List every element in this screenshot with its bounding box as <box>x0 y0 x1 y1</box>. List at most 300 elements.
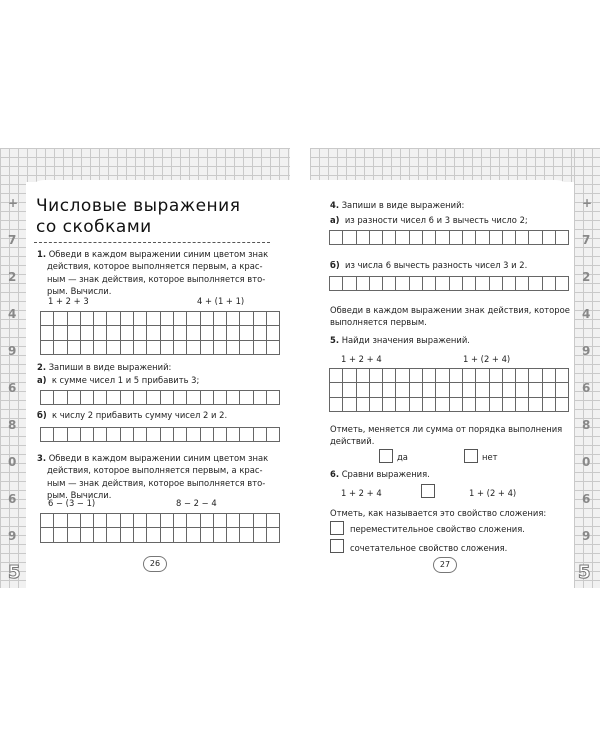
grid-cell[interactable] <box>462 383 475 397</box>
grid-cell[interactable] <box>462 231 475 245</box>
grid-cell[interactable] <box>436 383 449 397</box>
grid-cell[interactable] <box>369 231 382 245</box>
grid-cell[interactable] <box>54 340 67 354</box>
grid-cell[interactable] <box>200 428 213 442</box>
side-digit: 9 <box>8 344 17 358</box>
grid-cell[interactable] <box>213 428 226 442</box>
grid-cell[interactable] <box>80 514 93 528</box>
answer-grid[interactable] <box>329 368 569 412</box>
grid-cell[interactable] <box>542 231 555 245</box>
grid-cell[interactable] <box>80 340 93 354</box>
grid-cell[interactable] <box>502 397 515 411</box>
task-1-line-4: рым. Вычисли. <box>47 285 112 296</box>
grid-cell[interactable] <box>80 326 93 340</box>
grid-cell[interactable] <box>449 383 462 397</box>
grid-cell[interactable] <box>67 340 80 354</box>
corner-number-right: 5 <box>578 562 591 583</box>
task-6-question: Отметь, как называется это свойство сложения: <box>330 508 547 518</box>
side-digit: 4 <box>8 307 17 321</box>
grid-cell[interactable] <box>120 326 133 340</box>
task-4b-text: из числа 6 вычесть разность чисел 3 и 2. <box>345 260 528 270</box>
grid-cell[interactable] <box>200 340 213 354</box>
grid-cell[interactable] <box>267 528 280 542</box>
grid-cell[interactable] <box>54 514 67 528</box>
grid-cell[interactable] <box>173 514 186 528</box>
title-line-2: со скобками <box>36 217 152 237</box>
grid-cell[interactable] <box>436 369 449 383</box>
side-digit: 9 <box>582 529 591 543</box>
checkbox-no[interactable] <box>464 449 478 463</box>
grid-cell[interactable] <box>489 397 502 411</box>
grid-cell[interactable] <box>240 514 253 528</box>
grid-cell[interactable] <box>556 277 569 291</box>
grid-cell[interactable] <box>67 312 80 326</box>
graph-paper-side <box>574 148 600 588</box>
grid-cell[interactable] <box>80 312 93 326</box>
grid-cell[interactable] <box>423 369 436 383</box>
grid-cell[interactable] <box>267 340 280 354</box>
grid-cell[interactable] <box>556 397 569 411</box>
grid-cell[interactable] <box>160 391 173 405</box>
grid-cell[interactable] <box>267 312 280 326</box>
grid-cell[interactable] <box>267 326 280 340</box>
page-title <box>36 196 240 238</box>
grid-cell[interactable] <box>147 326 160 340</box>
task-5-label: Найди значения выражений. <box>341 335 470 345</box>
grid-cell[interactable] <box>240 312 253 326</box>
grid-cell[interactable] <box>147 428 160 442</box>
grid-cell[interactable] <box>516 397 529 411</box>
grid-cell[interactable] <box>120 312 133 326</box>
side-digit: 0 <box>8 455 17 469</box>
task-2-label: Запиши в виде выражений: <box>48 362 172 372</box>
grid-cell[interactable] <box>94 340 107 354</box>
task-4a <box>330 214 528 226</box>
grid-cell[interactable] <box>227 312 240 326</box>
grid-cell[interactable] <box>240 428 253 442</box>
grid-cell[interactable] <box>423 231 436 245</box>
grid-cell[interactable] <box>227 326 240 340</box>
grid-cell[interactable] <box>160 514 173 528</box>
task-2b <box>37 409 227 421</box>
grid-cell[interactable] <box>449 231 462 245</box>
grid-cell[interactable] <box>200 528 213 542</box>
grid-cell[interactable] <box>343 369 356 383</box>
grid-cell[interactable] <box>134 391 147 405</box>
grid-cell[interactable] <box>343 383 356 397</box>
task-3-line-1: Обведи в каждом выражении синим цветом знак <box>48 453 269 463</box>
grid-cell[interactable] <box>160 312 173 326</box>
task-5-number: 5. <box>330 335 340 345</box>
grid-cell[interactable] <box>396 277 409 291</box>
grid-cell[interactable] <box>369 277 382 291</box>
grid-cell[interactable] <box>356 231 369 245</box>
grid-cell[interactable] <box>423 383 436 397</box>
grid-cell[interactable] <box>187 340 200 354</box>
grid-cell[interactable] <box>147 340 160 354</box>
checkbox-option-2[interactable] <box>330 539 344 553</box>
task-2-number: 2. <box>37 362 47 372</box>
grid-cell[interactable] <box>476 369 489 383</box>
task-5-text <box>330 334 470 346</box>
task-2a-label: а) <box>37 375 47 385</box>
grid-cell[interactable] <box>240 340 253 354</box>
answer-grid[interactable] <box>40 311 280 355</box>
side-digit: 6 <box>8 492 17 506</box>
grid-cell[interactable] <box>556 369 569 383</box>
grid-cell[interactable] <box>476 277 489 291</box>
grid-cell[interactable] <box>502 231 515 245</box>
grid-cell[interactable] <box>253 326 266 340</box>
grid-cell[interactable] <box>41 514 54 528</box>
grid-cell[interactable] <box>253 514 266 528</box>
grid-cell[interactable] <box>120 340 133 354</box>
grid-cell[interactable] <box>253 428 266 442</box>
grid-cell[interactable] <box>529 369 542 383</box>
grid-cell[interactable] <box>356 397 369 411</box>
grid-cell[interactable] <box>240 391 253 405</box>
grid-cell[interactable] <box>516 277 529 291</box>
grid-cell[interactable] <box>173 326 186 340</box>
task-2b-text: к числу 2 прибавить сумму чисел 2 и 2. <box>52 410 228 420</box>
grid-cell[interactable] <box>94 528 107 542</box>
task-6-label: Сравни выражения. <box>341 469 430 479</box>
grid-cell[interactable] <box>330 231 343 245</box>
task-3-expression-b: 8 − 2 − 4 <box>176 498 217 508</box>
task-3-line-4: рым. Вычисли. <box>47 489 112 500</box>
grid-cell[interactable] <box>462 397 475 411</box>
grid-cell[interactable] <box>213 312 226 326</box>
title-underline <box>34 242 270 243</box>
grid-cell[interactable] <box>253 391 266 405</box>
task-4b-label: б) <box>330 260 340 270</box>
comparison-box[interactable] <box>421 484 435 498</box>
grid-cell[interactable] <box>187 428 200 442</box>
grid-cell[interactable] <box>54 428 67 442</box>
grid-cell[interactable] <box>147 528 160 542</box>
grid-cell[interactable] <box>94 514 107 528</box>
grid-cell[interactable] <box>187 528 200 542</box>
grid-cell[interactable] <box>213 340 226 354</box>
grid-cell[interactable] <box>213 391 226 405</box>
grid-cell[interactable] <box>54 312 67 326</box>
grid-cell[interactable] <box>67 428 80 442</box>
task-4-note-line-2: выполняется первым. <box>330 317 427 328</box>
task-1-line-2: действия, которое выполняется первым, а крас- <box>47 261 263 272</box>
grid-cell[interactable] <box>160 340 173 354</box>
grid-cell[interactable] <box>330 397 343 411</box>
grid-cell[interactable] <box>267 391 280 405</box>
grid-cell[interactable] <box>330 383 343 397</box>
grid-cell[interactable] <box>489 369 502 383</box>
grid-cell[interactable] <box>41 528 54 542</box>
grid-cell[interactable] <box>476 397 489 411</box>
grid-cell[interactable] <box>462 277 475 291</box>
task-4-note <box>330 304 570 329</box>
grid-cell[interactable] <box>94 391 107 405</box>
grid-cell[interactable] <box>54 326 67 340</box>
grid-cell[interactable] <box>489 231 502 245</box>
grid-cell[interactable] <box>516 369 529 383</box>
grid-cell[interactable] <box>107 428 120 442</box>
side-digit: + <box>582 196 593 210</box>
grid-cell[interactable] <box>556 231 569 245</box>
grid-cell[interactable] <box>200 514 213 528</box>
grid-cell[interactable] <box>356 383 369 397</box>
grid-cell[interactable] <box>54 391 67 405</box>
grid-cell[interactable] <box>134 326 147 340</box>
task-6-expression-a: 1 + 2 + 4 <box>341 488 382 498</box>
task-5-expression-b: 1 + (2 + 4) <box>463 354 511 364</box>
side-digit: 6 <box>582 381 591 395</box>
grid-cell[interactable] <box>489 277 502 291</box>
graph-paper-side <box>0 148 26 588</box>
title-line-1: Числовые выражения <box>36 196 241 216</box>
grid-cell[interactable] <box>160 528 173 542</box>
grid-cell[interactable] <box>240 326 253 340</box>
grid-cell[interactable] <box>94 428 107 442</box>
corner-number-left: 5 <box>8 562 21 583</box>
task-5-question-line-1: Отметь, меняется ли сумма от порядка выполнения <box>330 424 563 434</box>
task-1-number: 1. <box>37 249 47 259</box>
grid-cell[interactable] <box>134 340 147 354</box>
grid-cell[interactable] <box>147 312 160 326</box>
grid-cell[interactable] <box>213 326 226 340</box>
grid-cell[interactable] <box>227 340 240 354</box>
grid-cell[interactable] <box>134 528 147 542</box>
side-digit: 9 <box>8 529 17 543</box>
grid-cell[interactable] <box>356 277 369 291</box>
grid-cell[interactable] <box>330 277 343 291</box>
grid-cell[interactable] <box>502 277 515 291</box>
grid-cell[interactable] <box>187 514 200 528</box>
grid-cell[interactable] <box>383 383 396 397</box>
side-digit: 2 <box>582 270 591 284</box>
grid-cell[interactable] <box>476 231 489 245</box>
grid-cell[interactable] <box>173 391 186 405</box>
grid-cell[interactable] <box>227 428 240 442</box>
grid-cell[interactable] <box>529 231 542 245</box>
grid-cell[interactable] <box>476 383 489 397</box>
task-3-line-3: ным — знак действия, которое выполняется вто- <box>47 477 266 488</box>
side-digit: 8 <box>8 418 17 432</box>
grid-cell[interactable] <box>267 514 280 528</box>
grid-cell[interactable] <box>187 391 200 405</box>
grid-cell[interactable] <box>160 326 173 340</box>
answer-grid[interactable] <box>329 276 569 291</box>
grid-cell[interactable] <box>227 391 240 405</box>
grid-cell[interactable] <box>200 312 213 326</box>
grid-cell[interactable] <box>213 528 226 542</box>
task-3-line-2: действия, которое выполняется первым, а крас- <box>47 465 263 476</box>
task-1-text <box>37 248 269 297</box>
grid-cell[interactable] <box>423 277 436 291</box>
grid-cell[interactable] <box>409 397 422 411</box>
grid-cell[interactable] <box>462 369 475 383</box>
grid-cell[interactable] <box>436 231 449 245</box>
grid-cell[interactable] <box>369 383 382 397</box>
answer-grid[interactable] <box>329 230 569 245</box>
grid-cell[interactable] <box>67 528 80 542</box>
task-3-text <box>37 452 269 501</box>
task-4a-label: а) <box>330 215 340 225</box>
grid-cell[interactable] <box>41 428 54 442</box>
grid-cell[interactable] <box>41 391 54 405</box>
grid-cell[interactable] <box>409 277 422 291</box>
grid-cell[interactable] <box>396 231 409 245</box>
grid-cell[interactable] <box>529 277 542 291</box>
side-digit: 8 <box>582 418 591 432</box>
grid-cell[interactable] <box>423 397 436 411</box>
grid-cell[interactable] <box>120 428 133 442</box>
grid-cell[interactable] <box>436 397 449 411</box>
grid-cell[interactable] <box>107 312 120 326</box>
grid-cell[interactable] <box>187 326 200 340</box>
task-4-text <box>330 199 464 211</box>
grid-cell[interactable] <box>516 231 529 245</box>
grid-cell[interactable] <box>120 514 133 528</box>
grid-cell[interactable] <box>41 340 54 354</box>
grid-cell[interactable] <box>489 383 502 397</box>
grid-cell[interactable] <box>529 397 542 411</box>
grid-cell[interactable] <box>173 528 186 542</box>
grid-cell[interactable] <box>107 391 120 405</box>
grid-cell[interactable] <box>120 391 133 405</box>
grid-cell[interactable] <box>173 312 186 326</box>
grid-cell[interactable] <box>134 514 147 528</box>
graph-paper-top <box>0 148 290 182</box>
task-1-line-1: Обведи в каждом выражении синим цветом знак <box>48 249 269 259</box>
grid-cell[interactable] <box>436 277 449 291</box>
task-6-expression-b: 1 + (2 + 4) <box>469 488 517 498</box>
grid-cell[interactable] <box>396 397 409 411</box>
side-digit: 0 <box>582 455 591 469</box>
task-3-expression-a: 6 − (3 − 1) <box>48 498 96 508</box>
grid-cell[interactable] <box>147 514 160 528</box>
checkbox-yes[interactable] <box>379 449 393 463</box>
grid-cell[interactable] <box>107 326 120 340</box>
grid-cell[interactable] <box>80 391 93 405</box>
grid-cell[interactable] <box>107 528 120 542</box>
page-number-left: 26 <box>143 556 167 572</box>
grid-cell[interactable] <box>396 383 409 397</box>
grid-cell[interactable] <box>542 277 555 291</box>
grid-cell[interactable] <box>253 340 266 354</box>
grid-cell[interactable] <box>41 326 54 340</box>
grid-cell[interactable] <box>449 277 462 291</box>
answer-grid[interactable] <box>40 427 280 442</box>
grid-cell[interactable] <box>369 397 382 411</box>
grid-cell[interactable] <box>41 312 54 326</box>
grid-cell[interactable] <box>409 231 422 245</box>
grid-cell[interactable] <box>253 312 266 326</box>
grid-cell[interactable] <box>227 514 240 528</box>
task-1-expression-b: 4 + (1 + 1) <box>197 296 245 306</box>
side-digit: 7 <box>582 233 591 247</box>
grid-cell[interactable] <box>542 383 555 397</box>
grid-cell[interactable] <box>147 391 160 405</box>
grid-cell[interactable] <box>356 369 369 383</box>
task-4-label: Запиши в виде выражений: <box>341 200 465 210</box>
grid-cell[interactable] <box>409 383 422 397</box>
grid-cell[interactable] <box>253 528 266 542</box>
grid-cell[interactable] <box>542 397 555 411</box>
grid-cell[interactable] <box>54 528 67 542</box>
grid-cell[interactable] <box>94 312 107 326</box>
grid-cell[interactable] <box>369 369 382 383</box>
grid-cell[interactable] <box>343 231 356 245</box>
grid-cell[interactable] <box>120 528 133 542</box>
side-digit: 7 <box>8 233 17 247</box>
grid-cell[interactable] <box>67 326 80 340</box>
task-4-note-line-1: Обведи в каждом выражении знак действия, которое <box>330 305 570 315</box>
grid-cell[interactable] <box>67 514 80 528</box>
grid-cell[interactable] <box>449 369 462 383</box>
grid-cell[interactable] <box>227 528 240 542</box>
grid-cell[interactable] <box>134 428 147 442</box>
side-digit: 6 <box>582 492 591 506</box>
grid-cell[interactable] <box>343 277 356 291</box>
checkbox-option-1[interactable] <box>330 521 344 535</box>
grid-cell[interactable] <box>80 428 93 442</box>
grid-cell[interactable] <box>67 391 80 405</box>
grid-cell[interactable] <box>134 312 147 326</box>
grid-cell[interactable] <box>173 428 186 442</box>
task-5-question <box>330 423 562 448</box>
page-number-right: 27 <box>433 557 457 573</box>
grid-cell[interactable] <box>516 383 529 397</box>
grid-cell[interactable] <box>107 514 120 528</box>
grid-cell[interactable] <box>343 397 356 411</box>
side-digit: 2 <box>8 270 17 284</box>
grid-cell[interactable] <box>396 369 409 383</box>
grid-cell[interactable] <box>449 397 462 411</box>
side-digit: + <box>8 196 19 210</box>
answer-grid[interactable] <box>40 390 280 405</box>
grid-cell[interactable] <box>542 369 555 383</box>
option-1-label: переместительное свойство сложения. <box>350 524 525 534</box>
grid-cell[interactable] <box>529 383 542 397</box>
grid-cell[interactable] <box>160 428 173 442</box>
grid-cell[interactable] <box>187 312 200 326</box>
side-digit: 9 <box>582 344 591 358</box>
task-5-expression-a: 1 + 2 + 4 <box>341 354 382 364</box>
grid-cell[interactable] <box>80 528 93 542</box>
task-4a-text: из разности чисел 6 и 3 вычесть число 2; <box>344 215 528 225</box>
grid-cell[interactable] <box>267 428 280 442</box>
grid-cell[interactable] <box>383 277 396 291</box>
grid-cell[interactable] <box>173 340 186 354</box>
grid-cell[interactable] <box>383 397 396 411</box>
grid-cell[interactable] <box>200 326 213 340</box>
option-2-label: сочетательное свойство сложения. <box>350 543 508 553</box>
grid-cell[interactable] <box>240 528 253 542</box>
grid-cell[interactable] <box>200 391 213 405</box>
grid-cell[interactable] <box>383 231 396 245</box>
grid-cell[interactable] <box>409 369 422 383</box>
grid-cell[interactable] <box>94 326 107 340</box>
task-5-question-line-2: действий. <box>330 436 375 447</box>
grid-cell[interactable] <box>383 369 396 383</box>
grid-cell[interactable] <box>107 340 120 354</box>
grid-cell[interactable] <box>502 383 515 397</box>
answer-grid[interactable] <box>40 513 280 543</box>
task-4-number: 4. <box>330 200 340 210</box>
grid-cell[interactable] <box>213 514 226 528</box>
grid-cell[interactable] <box>330 369 343 383</box>
grid-cell[interactable] <box>556 383 569 397</box>
grid-cell[interactable] <box>502 369 515 383</box>
